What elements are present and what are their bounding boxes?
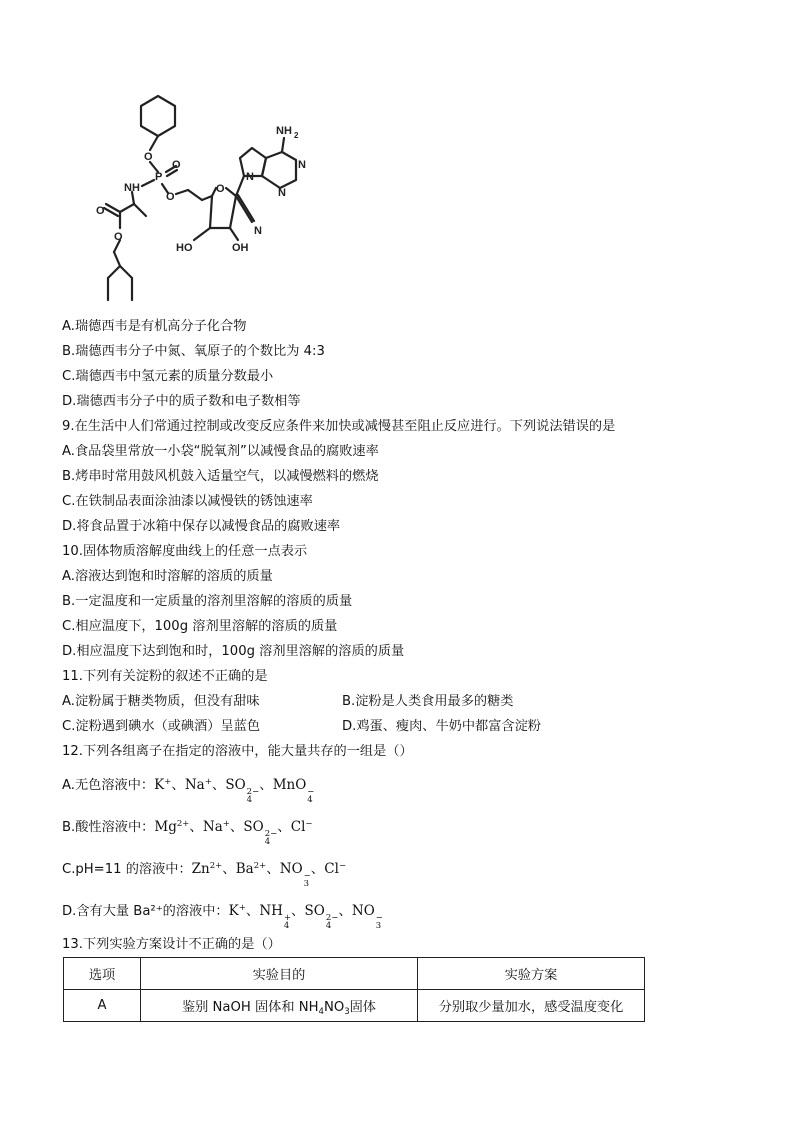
separator: 、 bbox=[171, 777, 185, 793]
separator: 、 bbox=[259, 777, 273, 793]
ion-cl: Cl bbox=[324, 861, 339, 877]
subscript: 3 bbox=[344, 1007, 350, 1017]
charge: − bbox=[303, 871, 311, 881]
mol-label-o2: O bbox=[172, 159, 181, 171]
ion-k: K bbox=[154, 777, 165, 793]
subscript: 4 bbox=[325, 921, 332, 931]
table-row bbox=[64, 990, 645, 1022]
charge: 2− bbox=[264, 829, 278, 839]
separator: 、 bbox=[310, 861, 325, 877]
mol-label-n-ring2: N bbox=[278, 187, 286, 199]
ion-so4: SO bbox=[304, 903, 325, 919]
ion-no3: NO bbox=[351, 903, 375, 919]
q11-option-c: C.淀粉遇到碘水（或碘酒）呈蓝色 bbox=[62, 719, 261, 734]
table-header-row bbox=[64, 958, 645, 990]
q10-option-d: D.相应温度下达到饱和时，100g 溶剂里溶解的溶质的质量 bbox=[62, 644, 405, 659]
mol-label-ho: HO bbox=[176, 242, 193, 254]
q11-option-a: A.淀粉属于糖类物质，但没有甜味 bbox=[62, 694, 260, 709]
subscript: 4 bbox=[283, 921, 290, 931]
mol-label-o4: O bbox=[96, 205, 105, 217]
subscript: 4 bbox=[307, 795, 313, 805]
separator: 、 bbox=[291, 903, 305, 919]
q12-a-label: A.无色溶液中： bbox=[62, 778, 155, 793]
purpose-text: 固体 bbox=[349, 1000, 376, 1015]
mol-label-nh2: NH bbox=[276, 125, 292, 137]
header-purpose: 实验目的 bbox=[141, 958, 418, 990]
separator: 、 bbox=[222, 861, 236, 877]
subscript: 3 bbox=[375, 921, 382, 931]
ion-zn: Zn bbox=[191, 861, 210, 877]
mol-label-o5: O bbox=[114, 231, 123, 243]
separator: 、 bbox=[277, 819, 291, 835]
mol-label-nh2-sub: 2 bbox=[294, 131, 299, 140]
ion-so4: SO bbox=[225, 777, 246, 793]
charge: 2+ bbox=[253, 861, 267, 871]
subscript: 4 bbox=[246, 795, 253, 805]
mol-label-n-ring1: N bbox=[246, 171, 254, 183]
separator: 、 bbox=[245, 903, 260, 919]
q13-table bbox=[63, 957, 645, 1022]
charge: + bbox=[164, 777, 172, 787]
q10-option-c: C.相应温度下，100g 溶剂里溶解的溶质的质量 bbox=[62, 619, 338, 634]
header-plan: 实验方案 bbox=[418, 958, 645, 990]
subscript: 4 bbox=[318, 1007, 324, 1017]
ion-so4: SO bbox=[243, 819, 264, 835]
ion-mg: Mg bbox=[154, 819, 177, 835]
charge: 2+ bbox=[176, 819, 190, 829]
q12-option-c bbox=[62, 860, 346, 888]
q9-option-d: D.将食品置于冰箱中保存以减慢食品的腐败速率 bbox=[62, 519, 341, 534]
charge: − bbox=[307, 787, 315, 797]
q9-option-a: A.食品袋里常放一小袋“脱氧剂”以减慢食品的腐败速率 bbox=[62, 444, 379, 459]
q8-option-c: C.瑞德西韦中氢元素的质量分数最小 bbox=[62, 369, 274, 384]
charge: 2− bbox=[325, 913, 339, 923]
charge: + bbox=[283, 913, 292, 923]
separator: 、 bbox=[229, 819, 244, 835]
q12-b-label: B.酸性溶液中： bbox=[62, 820, 155, 835]
row-option: A bbox=[64, 990, 141, 1022]
mol-label-n-ring3: N bbox=[298, 159, 306, 171]
mol-label-o1: O bbox=[144, 151, 153, 163]
q12-option-a bbox=[62, 776, 314, 804]
q10-option-a: A.溶液达到饱和时溶解的溶质的质量 bbox=[62, 569, 273, 584]
ion-cl: Cl bbox=[290, 819, 306, 835]
separator: 、 bbox=[338, 903, 352, 919]
q11-stem: 11.下列有关淀粉的叙述不正确的是 bbox=[62, 669, 268, 684]
charge: − bbox=[375, 913, 383, 923]
subscript: 3 bbox=[303, 879, 310, 889]
q10-stem: 10.固体物质溶解度曲线上的任意一点表示 bbox=[62, 544, 308, 559]
purpose-text: NO bbox=[323, 1000, 345, 1015]
mol-label-o6: O bbox=[216, 183, 225, 195]
q8-option-b: B.瑞德西韦分子中氮、氧原子的个数比为 4:3 bbox=[62, 344, 325, 359]
mol-label-nh: NH bbox=[124, 182, 140, 194]
separator: 、 bbox=[189, 819, 203, 835]
q10-option-b: B.一定温度和一定质量的溶剂里溶解的溶质的质量 bbox=[62, 594, 353, 609]
header-option: 选项 bbox=[64, 958, 141, 990]
charge: 2− bbox=[246, 787, 260, 797]
q12-c-label: C.pH=11 的溶液中： bbox=[62, 862, 192, 877]
ion-no3: NO bbox=[279, 861, 303, 877]
q12-d-label: D.含有大量 Ba²⁺的溶液中： bbox=[62, 904, 229, 919]
separator: 、 bbox=[211, 777, 226, 793]
q12-stem: 12.下列各组离子在指定的溶液中，能大量共存的一组是（） bbox=[62, 744, 413, 759]
charge: + bbox=[222, 819, 230, 829]
q12-option-d bbox=[62, 902, 383, 930]
subscript: 4 bbox=[264, 837, 271, 847]
q9-stem: 9.在生活中人们常通过控制或改变反应条件来加快或减慢甚至阻止反应进行。下列说法错误的是 bbox=[62, 419, 616, 434]
q11-option-b: B.淀粉是人类食用最多的糖类 bbox=[342, 694, 514, 709]
mol-label-p: P bbox=[155, 171, 163, 183]
q8-option-a: A.瑞德西韦是有机高分子化合物 bbox=[62, 319, 247, 334]
ion-ba: Ba bbox=[235, 861, 254, 877]
ion-na: Na bbox=[202, 819, 223, 835]
q8-option-d: D.瑞德西韦分子中的质子数和电子数相等 bbox=[62, 394, 301, 409]
ion-nh4: NH bbox=[259, 903, 283, 919]
ion-na: Na bbox=[184, 777, 205, 793]
mol-label-n-cn: N bbox=[254, 225, 262, 237]
ion-k: K bbox=[228, 903, 239, 919]
ion-mno4: MnO bbox=[272, 777, 307, 793]
purpose-text: 鉴别 NaOH 固体和 NH bbox=[181, 1000, 319, 1015]
q12-option-b bbox=[62, 818, 313, 846]
separator: 、 bbox=[266, 861, 280, 877]
charge: 2+ bbox=[209, 861, 223, 871]
row-purpose bbox=[141, 990, 418, 1022]
q13-stem: 13.下列实验方案设计不正确的是（） bbox=[62, 937, 281, 952]
q9-option-c: C.在铁制品表面涂油漆以减慢铁的锈蚀速率 bbox=[62, 494, 313, 509]
charge: + bbox=[238, 903, 246, 913]
q9-option-b: B.烤串时常用鼓风机鼓入适量空气，以减慢燃料的燃烧 bbox=[62, 469, 379, 484]
row-plan: 分别取少量加水，感受温度变化 bbox=[418, 990, 645, 1022]
charge: + bbox=[204, 777, 212, 787]
charge: − bbox=[338, 861, 347, 871]
mol-label-oh: OH bbox=[232, 242, 249, 254]
molecule-structure-figure bbox=[68, 88, 308, 310]
q11-option-d: D.鸡蛋、瘦肉、牛奶中都富含淀粉 bbox=[342, 719, 541, 734]
mol-label-o3: O bbox=[166, 191, 175, 203]
charge: − bbox=[305, 819, 313, 829]
